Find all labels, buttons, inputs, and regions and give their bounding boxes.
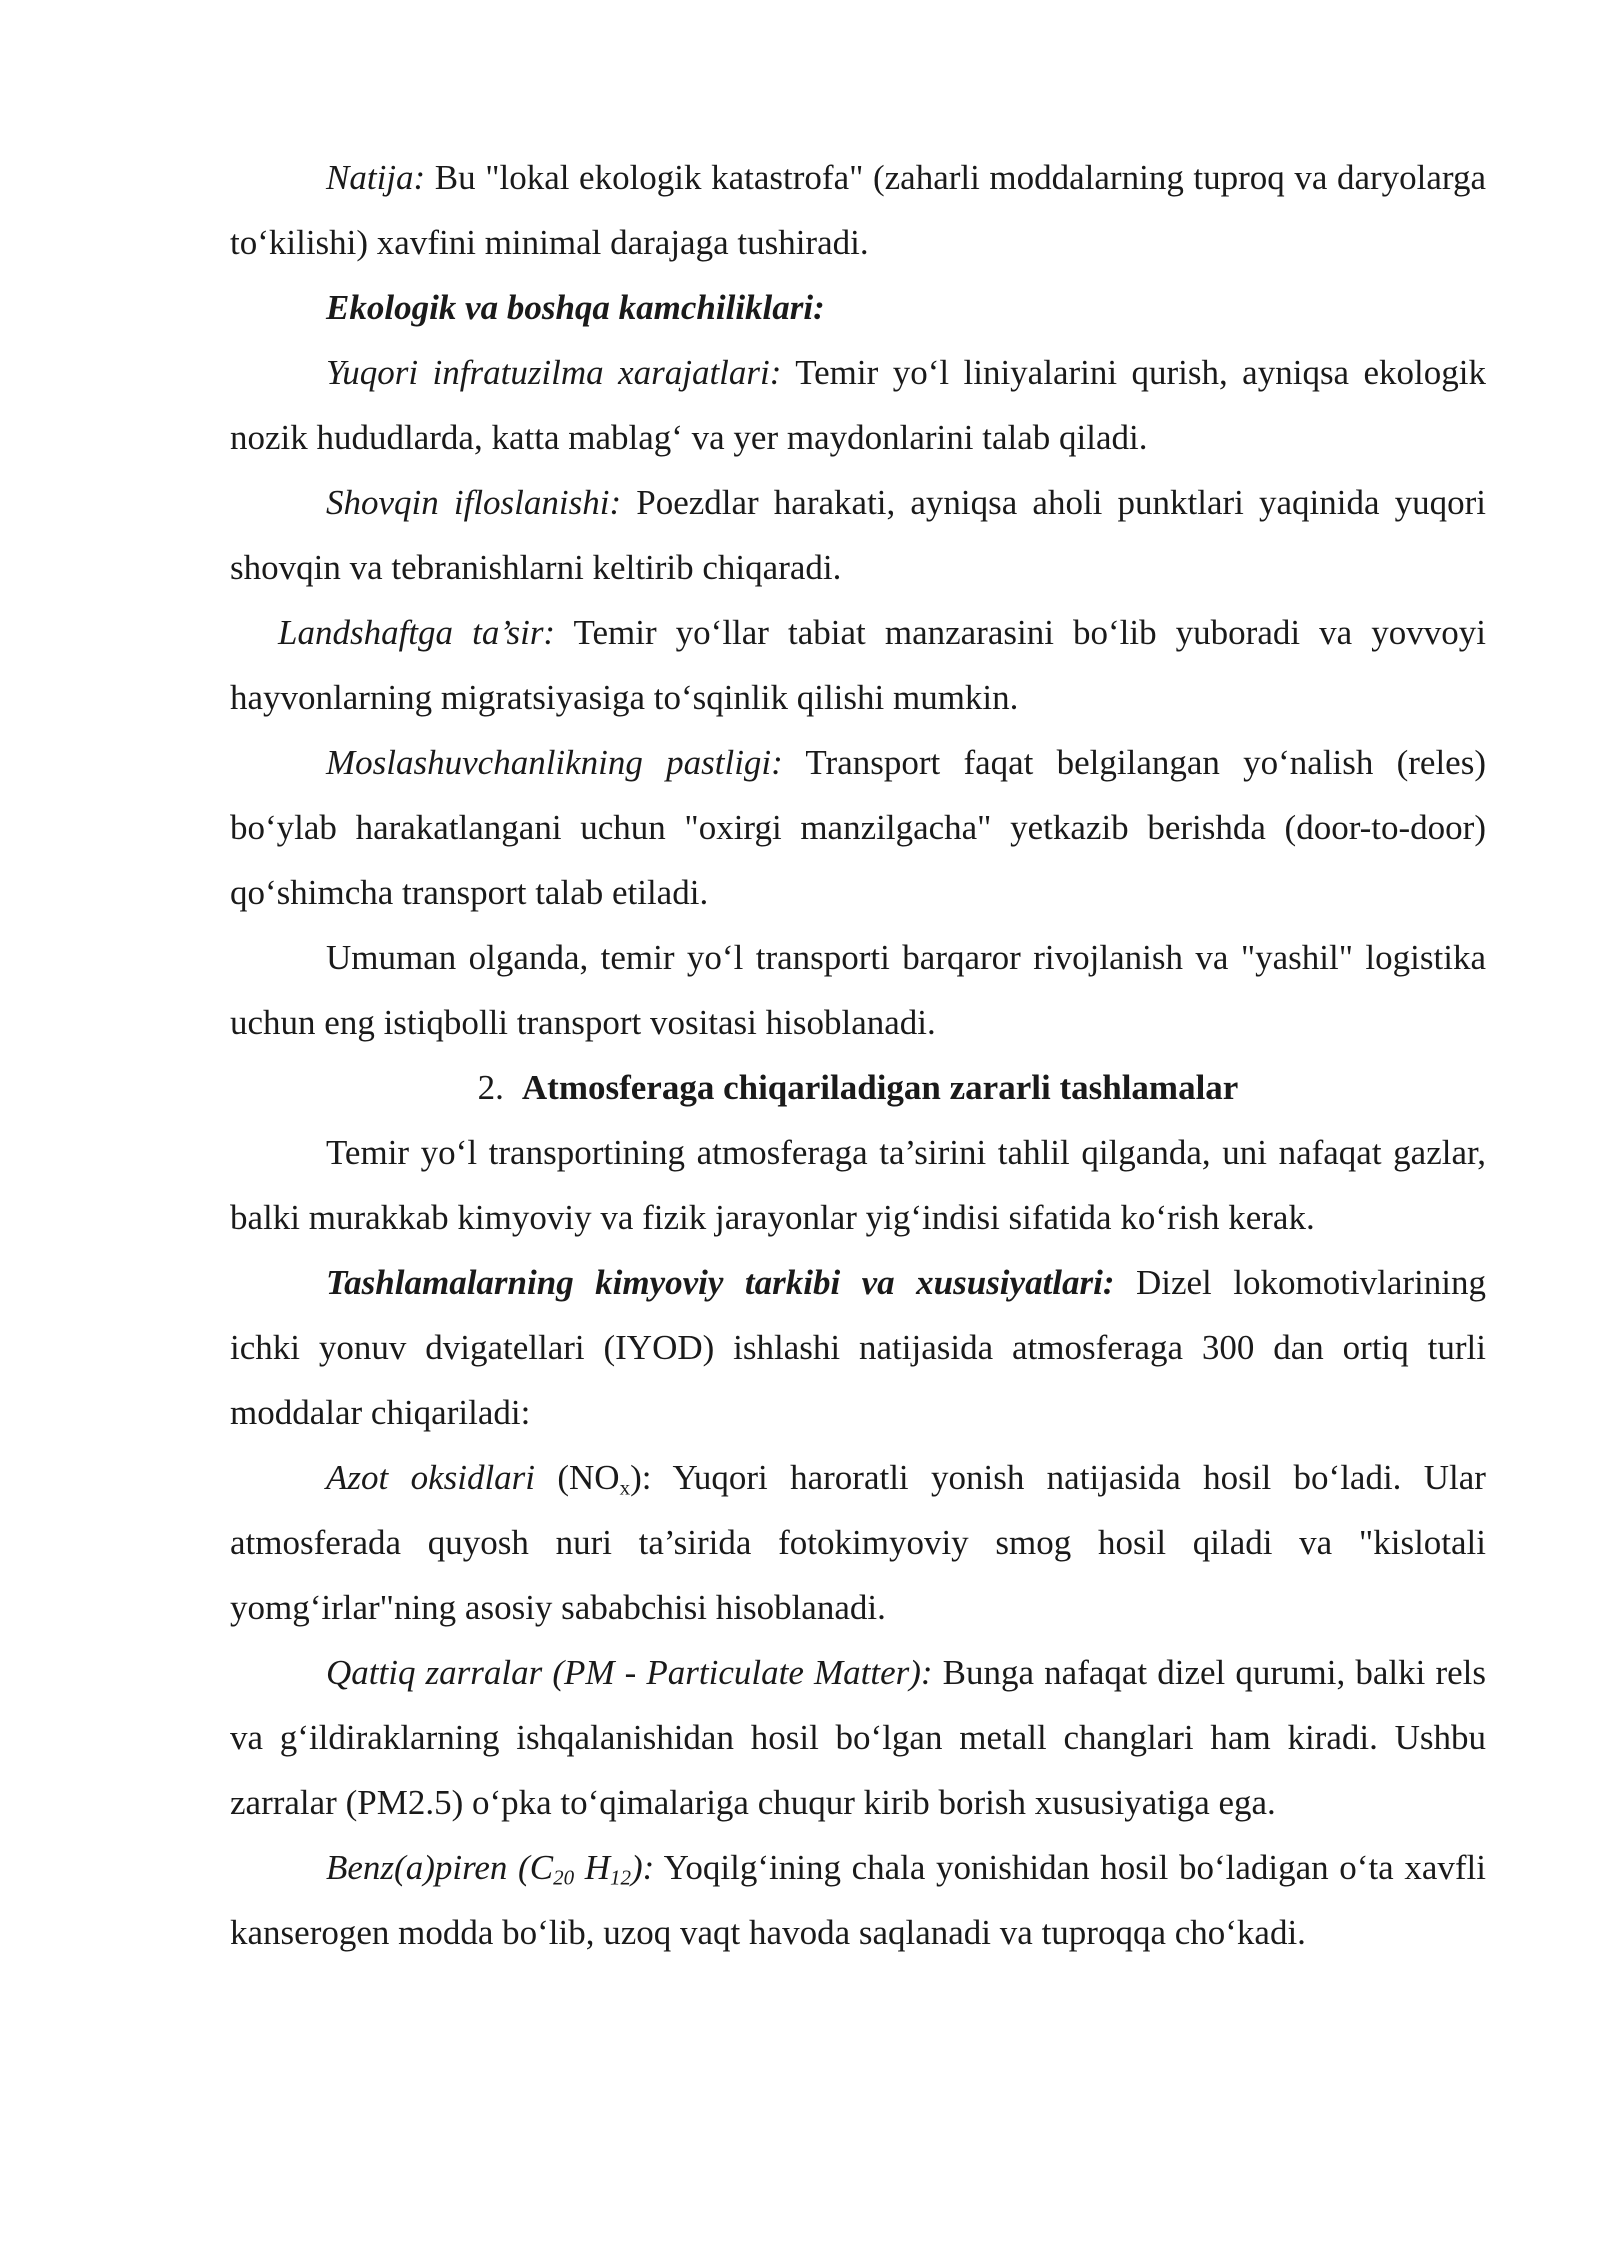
formula-subscript: x <box>619 1475 631 1500</box>
paragraph-lead: Tashlamalarning kimyoviy tarkibi va xususiyatlari: <box>326 1263 1115 1302</box>
formula-text: (NO <box>535 1458 620 1497</box>
paragraph-text: Yuqori haroratli yonish natijasida hosil bo‘ladi. Ular atmosferada quyosh nuri ta’sirida fotokimyoviy smog hosil qiladi va "kislotali yomg‘irlar"ning asosiy sababchisi hisoblanadi. <box>230 1458 1486 1627</box>
paragraph-lead: Qattiq zarralar (PM - Particulate Matter): <box>326 1653 933 1692</box>
paragraph-text: Poezdlar harakati, ayniqsa aholi punktlari yaqinida yuqori shovqin va tebranishlarni keltirib chiqaradi. <box>230 483 1487 587</box>
paragraph-lead: Moslashuvchanlikning pastligi: <box>326 743 783 782</box>
paragraph-text: Temir yo‘l transportining atmosferaga ta’sirini tahlil qilganda, uni nafaqat gazlar, balki murakkab kimyoviy va fizik jarayonlar yig‘indisi sifatida ko‘rish kerak. <box>230 1133 1486 1237</box>
paragraph-benzopyrene <box>230 1835 1486 1965</box>
paragraph-text: Bunga nafaqat dizel qurumi, balki rels va g‘ildiraklarning ishqalanishidan hosil bo‘lgan metall changlari ham kiradi. Ushbu zarralar (PM2.5) o‘pka to‘qimalariga chuqur kirib borish xususiyatiga ega. <box>230 1653 1486 1822</box>
paragraph-text: Temir yo‘llar tabiat manzarasini bo‘lib yuboradi va yovvoyi hayvonlarning migratsiyasiga to‘sqinlik qilishi mumkin. <box>230 613 1486 717</box>
paragraph-nitrogen-oxides <box>230 1445 1486 1640</box>
paragraph-text: Temir yo‘l liniyalarini qurish, ayniqsa ekologik nozik hududlarda, katta mablag‘ va yer maydonlarini talab qiladi. <box>230 353 1487 457</box>
section-heading <box>230 1055 1486 1120</box>
paragraph-section-intro <box>230 1120 1486 1250</box>
formula-text: ): <box>630 1848 655 1887</box>
paragraph-lead: Landshaftga ta’sir: <box>278 613 556 652</box>
paragraph-infrastructure-costs <box>230 340 1486 470</box>
paragraph-text: Umuman olganda, temir yo‘l transporti barqaror rivojlanish va "yashil" logistika uchun eng istiqbolli transport vositasi hisoblanadi. <box>230 938 1486 1042</box>
paragraph-text: Transport faqat belgilangan yo‘nalish (reles) bo‘ylab harakatlangani uchun "oxirgi manzilgacha" yetkazib berishda (door-to-door) qo‘shimcha transport talab etiladi. <box>230 743 1486 912</box>
formula-text: ): <box>630 1458 652 1497</box>
paragraph-lead: Natija: <box>326 158 426 197</box>
paragraph-text: Dizel lokomotivlarining ichki yonuv dvigatellari (IYOD) ishlashi natijasida atmosferaga 300 dan ortiq turli moddalar chiqariladi: <box>230 1263 1487 1432</box>
formula-subscript: 20 <box>553 1865 575 1890</box>
paragraph-lead: Shovqin ifloslanishi: <box>326 483 622 522</box>
paragraph-noise-pollution <box>230 470 1486 600</box>
paragraph-low-flexibility <box>230 730 1486 925</box>
paragraph-lead: Azot oksidlari <box>326 1458 536 1497</box>
paragraph-chemical-composition <box>230 1250 1486 1445</box>
paragraph-natija <box>230 145 1486 275</box>
paragraph-conclusion <box>230 925 1486 1055</box>
section-number: 2. <box>477 1068 504 1107</box>
section-title: Atmosferaga chiqariladigan zararli tashlamalar <box>521 1068 1239 1107</box>
formula-text: H <box>574 1848 610 1887</box>
document-page <box>230 145 1486 1965</box>
subheading-drawbacks <box>230 275 1486 340</box>
paragraph-text: Bu "lokal ekologik katastrofa" (zaharli moddalarning tuproq va daryolarga to‘kilishi) xavfini minimal darajaga tushiradi. <box>230 158 1486 262</box>
formula-subscript: 12 <box>609 1865 631 1890</box>
paragraph-lead <box>326 1848 655 1890</box>
paragraph-particulate-matter <box>230 1640 1486 1835</box>
subheading-text: Ekologik va boshqa kamchiliklari: <box>326 288 825 327</box>
paragraph-landscape-impact <box>230 600 1486 730</box>
paragraph-lead: Yuqori infratuzilma xarajatlari: <box>326 353 782 392</box>
paragraph-text: Yoqilg‘ining chala yonishidan hosil bo‘ladigan o‘ta xavfli kanserogen modda bo‘lib, uzoq vaqt havoda saqlanadi va tuproqqa cho‘kadi. <box>230 1848 1486 1952</box>
formula-text: Benz(a)piren (C <box>326 1848 554 1887</box>
